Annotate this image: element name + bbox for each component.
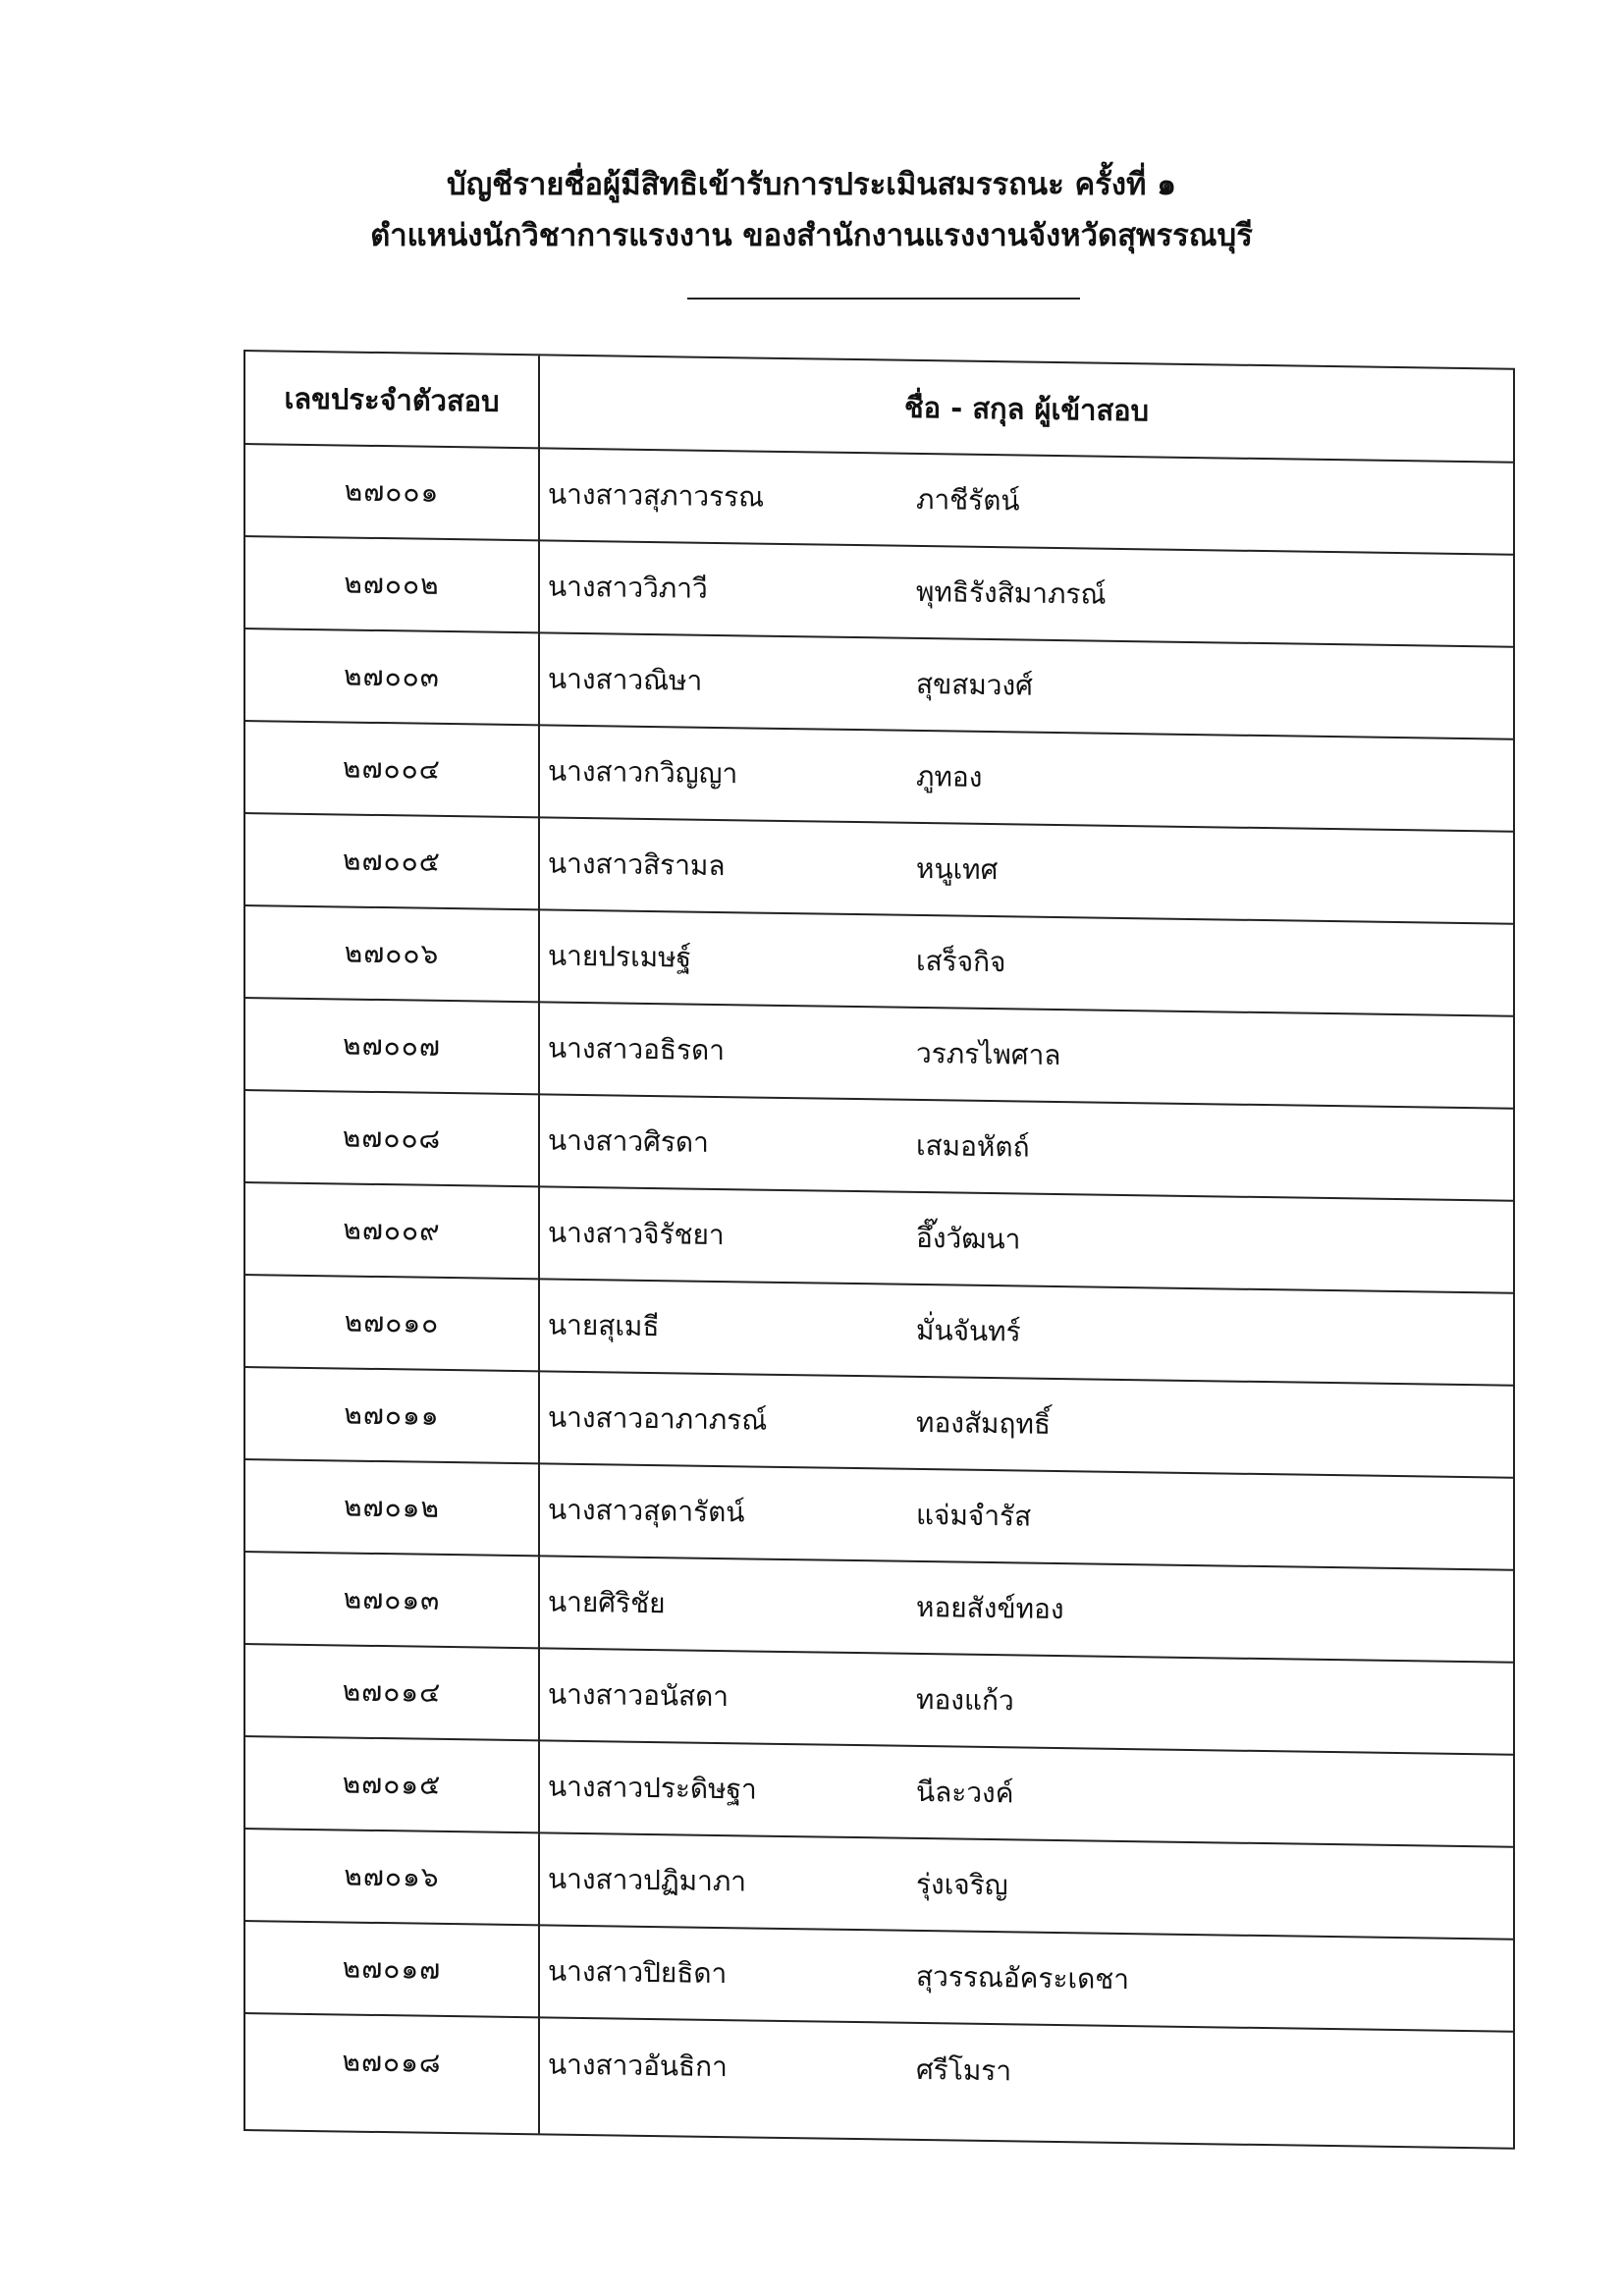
- last-name-cell: นีละวงค์: [916, 1775, 1014, 1810]
- first-name-cell: นางสาวณิษา: [548, 662, 703, 697]
- exam-id-cell: ๒๗๐๐๒: [344, 567, 440, 601]
- last-name-cell: สุขสมวงศ์: [916, 667, 1033, 702]
- table-row: [245, 1553, 1513, 1664]
- table-row: [245, 1183, 1513, 1294]
- table-row: [245, 1922, 1513, 2033]
- exam-id-cell: ๒๗๐๑๔: [342, 1674, 442, 1709]
- table-row: [245, 814, 1513, 925]
- last-name-cell: ทองสัมฤทธิ์: [916, 1405, 1051, 1441]
- exam-id-cell: ๒๗๐๐๔: [343, 751, 441, 786]
- first-name-cell: นางสาววิภาวี: [548, 570, 708, 605]
- first-name-cell: นางสาวศิรดา: [548, 1123, 709, 1159]
- last-name-cell: แจ่มจำรัส: [916, 1498, 1032, 1533]
- exam-id-cell: ๒๗๐๑๕: [342, 1767, 442, 1801]
- exam-id-cell: ๒๗๐๐๓: [344, 659, 440, 693]
- last-name-cell: หอยสังข์ทอง: [916, 1590, 1064, 1626]
- last-name-cell: เสมอหัตถ์: [916, 1128, 1030, 1164]
- first-name-cell: นางสาวประดิษฐา: [548, 1770, 757, 1806]
- last-name-cell: ภูทอง: [916, 759, 983, 793]
- exam-id-cell: ๒๗๐๐๕: [343, 844, 441, 878]
- first-name-cell: นางสาวสิรามล: [548, 847, 726, 883]
- table-row: [245, 906, 1513, 1017]
- exam-id-cell: ๒๗๐๐๑: [344, 474, 440, 509]
- first-name-cell: นายศิริชัย: [548, 1585, 666, 1620]
- last-name-cell: ศรีโมรา: [916, 2052, 1012, 2088]
- exam-id-cell: ๒๗๐๐๘: [342, 1121, 442, 1155]
- first-name-cell: นางสาวสุภาวรรณ: [548, 477, 765, 514]
- exam-id-cell: ๒๗๐๑๓: [343, 1582, 441, 1616]
- exam-id-cell: ๒๗๐๑๐: [344, 1305, 440, 1339]
- first-name-cell: นางสาวจิรัชยา: [548, 1216, 725, 1252]
- title-underline-divider: [687, 298, 1080, 300]
- table-row: [245, 1091, 1513, 1202]
- last-name-cell: เสร็จกิจ: [916, 944, 1006, 979]
- table-row: [245, 1830, 1513, 1941]
- header-exam-id: เลขประจำตัวสอบ: [284, 381, 500, 418]
- last-name-cell: สุวรรณอัคระเดชา: [916, 1959, 1129, 1996]
- exam-id-cell: ๒๗๐๑๘: [342, 2045, 442, 2079]
- last-name-cell: ภาชีรัตน์: [916, 482, 1020, 518]
- table-row: [245, 999, 1513, 1110]
- exam-id-cell: ๒๗๐๑๒: [344, 1490, 440, 1524]
- table-header-row: [245, 352, 1513, 464]
- first-name-cell: นางสาวอธิรดา: [548, 1031, 725, 1067]
- last-name-cell: หนูเทศ: [916, 851, 999, 887]
- document-title-line2: ตำแหน่งนักวิชาการแรงงาน ของสำนักงานแรงงานจังหวัดสุพรรณบุรี: [370, 218, 1253, 253]
- table-row: [245, 1645, 1513, 1756]
- table-row: [245, 1276, 1513, 1387]
- first-name-cell: นางสาวสุดารัตน์: [548, 1493, 745, 1529]
- table-row: [245, 537, 1513, 648]
- first-name-cell: นายสุเมธี: [548, 1308, 660, 1343]
- table-row: [245, 722, 1513, 833]
- last-name-cell: รุ่งเจริญ: [916, 1867, 1008, 1902]
- candidate-table: [243, 350, 1515, 2150]
- first-name-cell: นางสาวอันธิกา: [548, 2048, 728, 2084]
- table-row: [245, 629, 1513, 740]
- last-name-cell: ทองแก้ว: [916, 1682, 1014, 1718]
- table-row: [245, 445, 1513, 556]
- exam-id-cell: ๒๗๐๑๑: [344, 1397, 440, 1432]
- table-row: [245, 1737, 1513, 1848]
- first-name-cell: นางสาวอนัสดา: [548, 1677, 730, 1714]
- exam-id-cell: ๒๗๐๑๖: [344, 1859, 440, 1893]
- first-name-cell: นางสาวกวิญญา: [548, 754, 738, 791]
- last-name-cell: อึ๊งวัฒนา: [916, 1221, 1021, 1256]
- table-row: [245, 2014, 1513, 2125]
- last-name-cell: วรภรไพศาล: [916, 1036, 1061, 1072]
- exam-id-cell: ๒๗๐๐๙: [343, 1213, 441, 1247]
- first-name-cell: นางสาวอาภาภรณ์: [548, 1400, 768, 1437]
- last-name-cell: มั่นจันทร์: [916, 1313, 1021, 1348]
- exam-id-cell: ๒๗๐๑๗: [342, 1951, 442, 1986]
- first-name-cell: นางสาวปฏิมาภา: [548, 1862, 747, 1898]
- header-full-name: ชื่อ - สกุล ผู้เข้าสอบ: [904, 390, 1149, 427]
- last-name-cell: พุทธิรังสิมาภรณ์: [916, 574, 1107, 611]
- table-row: [245, 1460, 1513, 1571]
- first-name-cell: นายปรเมษฐ์: [548, 939, 692, 974]
- document-title-line1: บัญชีรายชื่อผู้มีสิทธิเข้ารับการประเมินสมรรถนะ ครั้งที่ ๑: [447, 167, 1176, 202]
- table-row: [245, 1368, 1513, 1479]
- exam-id-cell: ๒๗๐๐๗: [343, 1028, 441, 1063]
- first-name-cell: นางสาวปิยธิดา: [548, 1954, 728, 1991]
- exam-id-cell: ๒๗๐๐๖: [344, 936, 440, 970]
